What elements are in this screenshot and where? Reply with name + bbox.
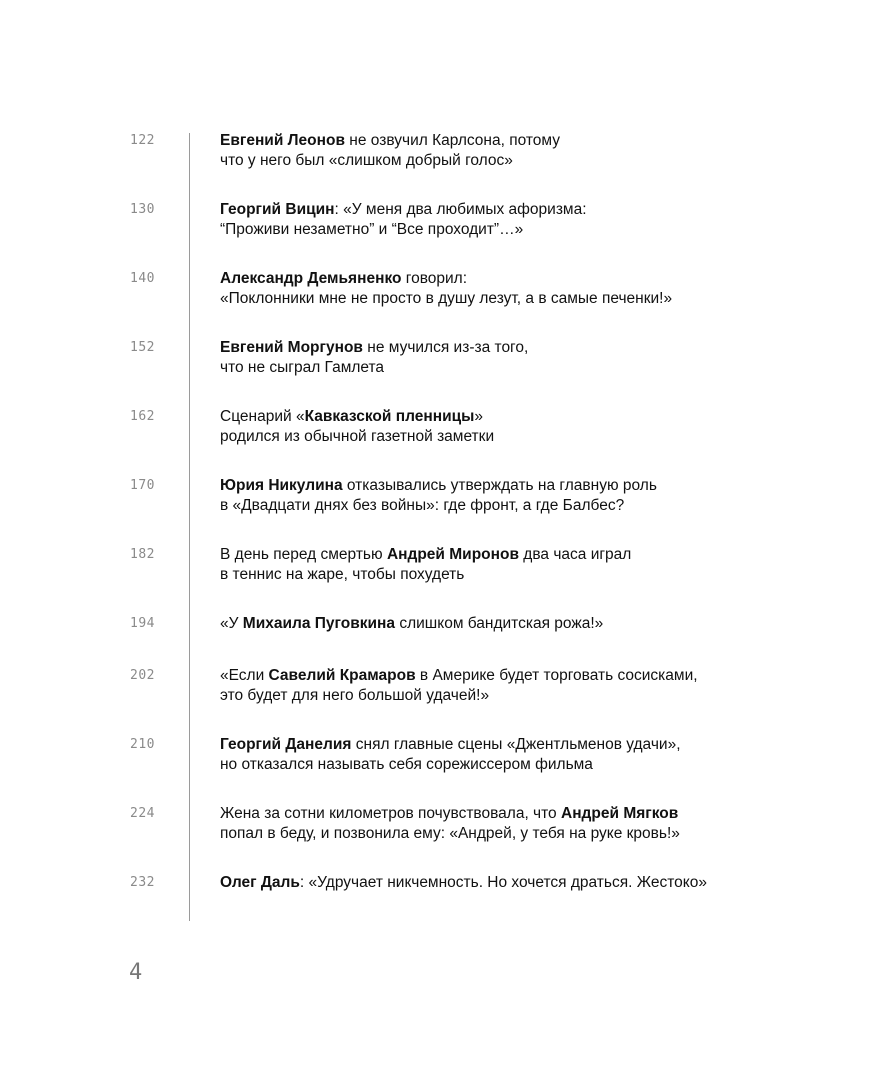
entry-page-number: 202 bbox=[130, 668, 155, 683]
entry-text-line: но отказался называть себя сорежиссером фильма bbox=[220, 756, 593, 773]
entry-person-name: Андрей Миронов bbox=[386, 546, 519, 563]
entry-text-line: в теннис на жаре, чтобы похудеть bbox=[220, 566, 465, 583]
entry-text-line: в «Двадцати днях без войны»: где фронт, а где Балбес? bbox=[220, 497, 625, 514]
entry-text-line: что у него был «слишком добрый голос» bbox=[220, 152, 513, 169]
entry-person-name: Савелий Крамаров bbox=[268, 667, 416, 684]
divider-line bbox=[189, 133, 190, 921]
entry-text-line: Александр Демьяненко говорил: bbox=[220, 270, 468, 287]
entry-text-line: попал в беду, и позвонила ему: «Андрей, у тебя на руке кровь!» bbox=[220, 825, 680, 842]
entry-text-line: «Если Савелий Крамаров в Америке будет торговать сосисками, bbox=[220, 667, 698, 684]
entry-text-line: родился из обычной газетной заметки bbox=[220, 428, 495, 445]
entry-page-number: 140 bbox=[130, 271, 155, 286]
entry-person-name: Александр Демьяненко bbox=[220, 270, 402, 287]
entry-page-number: 224 bbox=[130, 806, 155, 821]
entry-text-line: “Проживи незаметно” и “Все проходит”…» bbox=[220, 221, 524, 238]
entry-text-line: что не сыграл Гамлета bbox=[220, 359, 385, 376]
entry-person-name: Евгений Леонов bbox=[220, 132, 345, 149]
entry-text-line: Олег Даль: «Удручает никчемность. Но хочется драться. Жестоко» bbox=[220, 874, 707, 891]
entry-page-number: 130 bbox=[130, 202, 155, 217]
entry-person-name: Георгий Данелия bbox=[220, 736, 352, 753]
page-number: 4 bbox=[129, 960, 143, 985]
entry-text-line: Георгий Данелия снял главные сцены «Джентльменов удачи», bbox=[220, 736, 681, 753]
entry-person-name: Михаила Пуговкина bbox=[242, 615, 396, 632]
entry-text-line: В день перед смертью Андрей Миронов два часа играл bbox=[220, 546, 632, 563]
entry-text-line: «У Михаила Пуговкина слишком бандитская рожа!» bbox=[220, 615, 604, 632]
entry-page-number: 194 bbox=[130, 616, 155, 631]
entry-text-line: Сценарий «Кавказской пленницы» bbox=[220, 408, 483, 425]
entry-person-name: Георгий Вицин bbox=[220, 201, 335, 218]
entry-text-line: это будет для него большой удачей!» bbox=[220, 687, 490, 704]
entry-page-number: 210 bbox=[130, 737, 155, 752]
entry-page-number: 170 bbox=[130, 478, 155, 493]
entry-person-name: Евгений Моргунов bbox=[220, 339, 363, 356]
entry-text-line: Жена за сотни километров почувствовала, что Андрей Мягков bbox=[220, 805, 679, 822]
entry-page-number: 122 bbox=[130, 133, 155, 148]
entry-person-name: Андрей Мягков bbox=[561, 805, 679, 822]
entry-page-number: 232 bbox=[130, 875, 155, 890]
entry-person-name: Юрия Никулина bbox=[220, 477, 343, 494]
entry-text-line: Юрия Никулина отказывались утверждать на главную роль bbox=[220, 477, 657, 494]
entry-text-line: Евгений Моргунов не мучился из-за того, bbox=[220, 339, 529, 356]
entry-page-number: 162 bbox=[130, 409, 155, 424]
entry-page-number: 152 bbox=[130, 340, 155, 355]
entry-text-line: «Поклонники мне не просто в душу лезут, а в самые печенки!» bbox=[220, 290, 673, 307]
entry-text-line: Евгений Леонов не озвучил Карлсона, потому bbox=[220, 132, 560, 149]
entry-page-number: 182 bbox=[130, 547, 155, 562]
entry-person-name: Кавказской пленницы bbox=[304, 408, 475, 425]
entry-text-line: Георгий Вицин: «У меня два любимых афоризма: bbox=[220, 201, 587, 218]
entry-person-name: Олег Даль bbox=[220, 874, 300, 891]
